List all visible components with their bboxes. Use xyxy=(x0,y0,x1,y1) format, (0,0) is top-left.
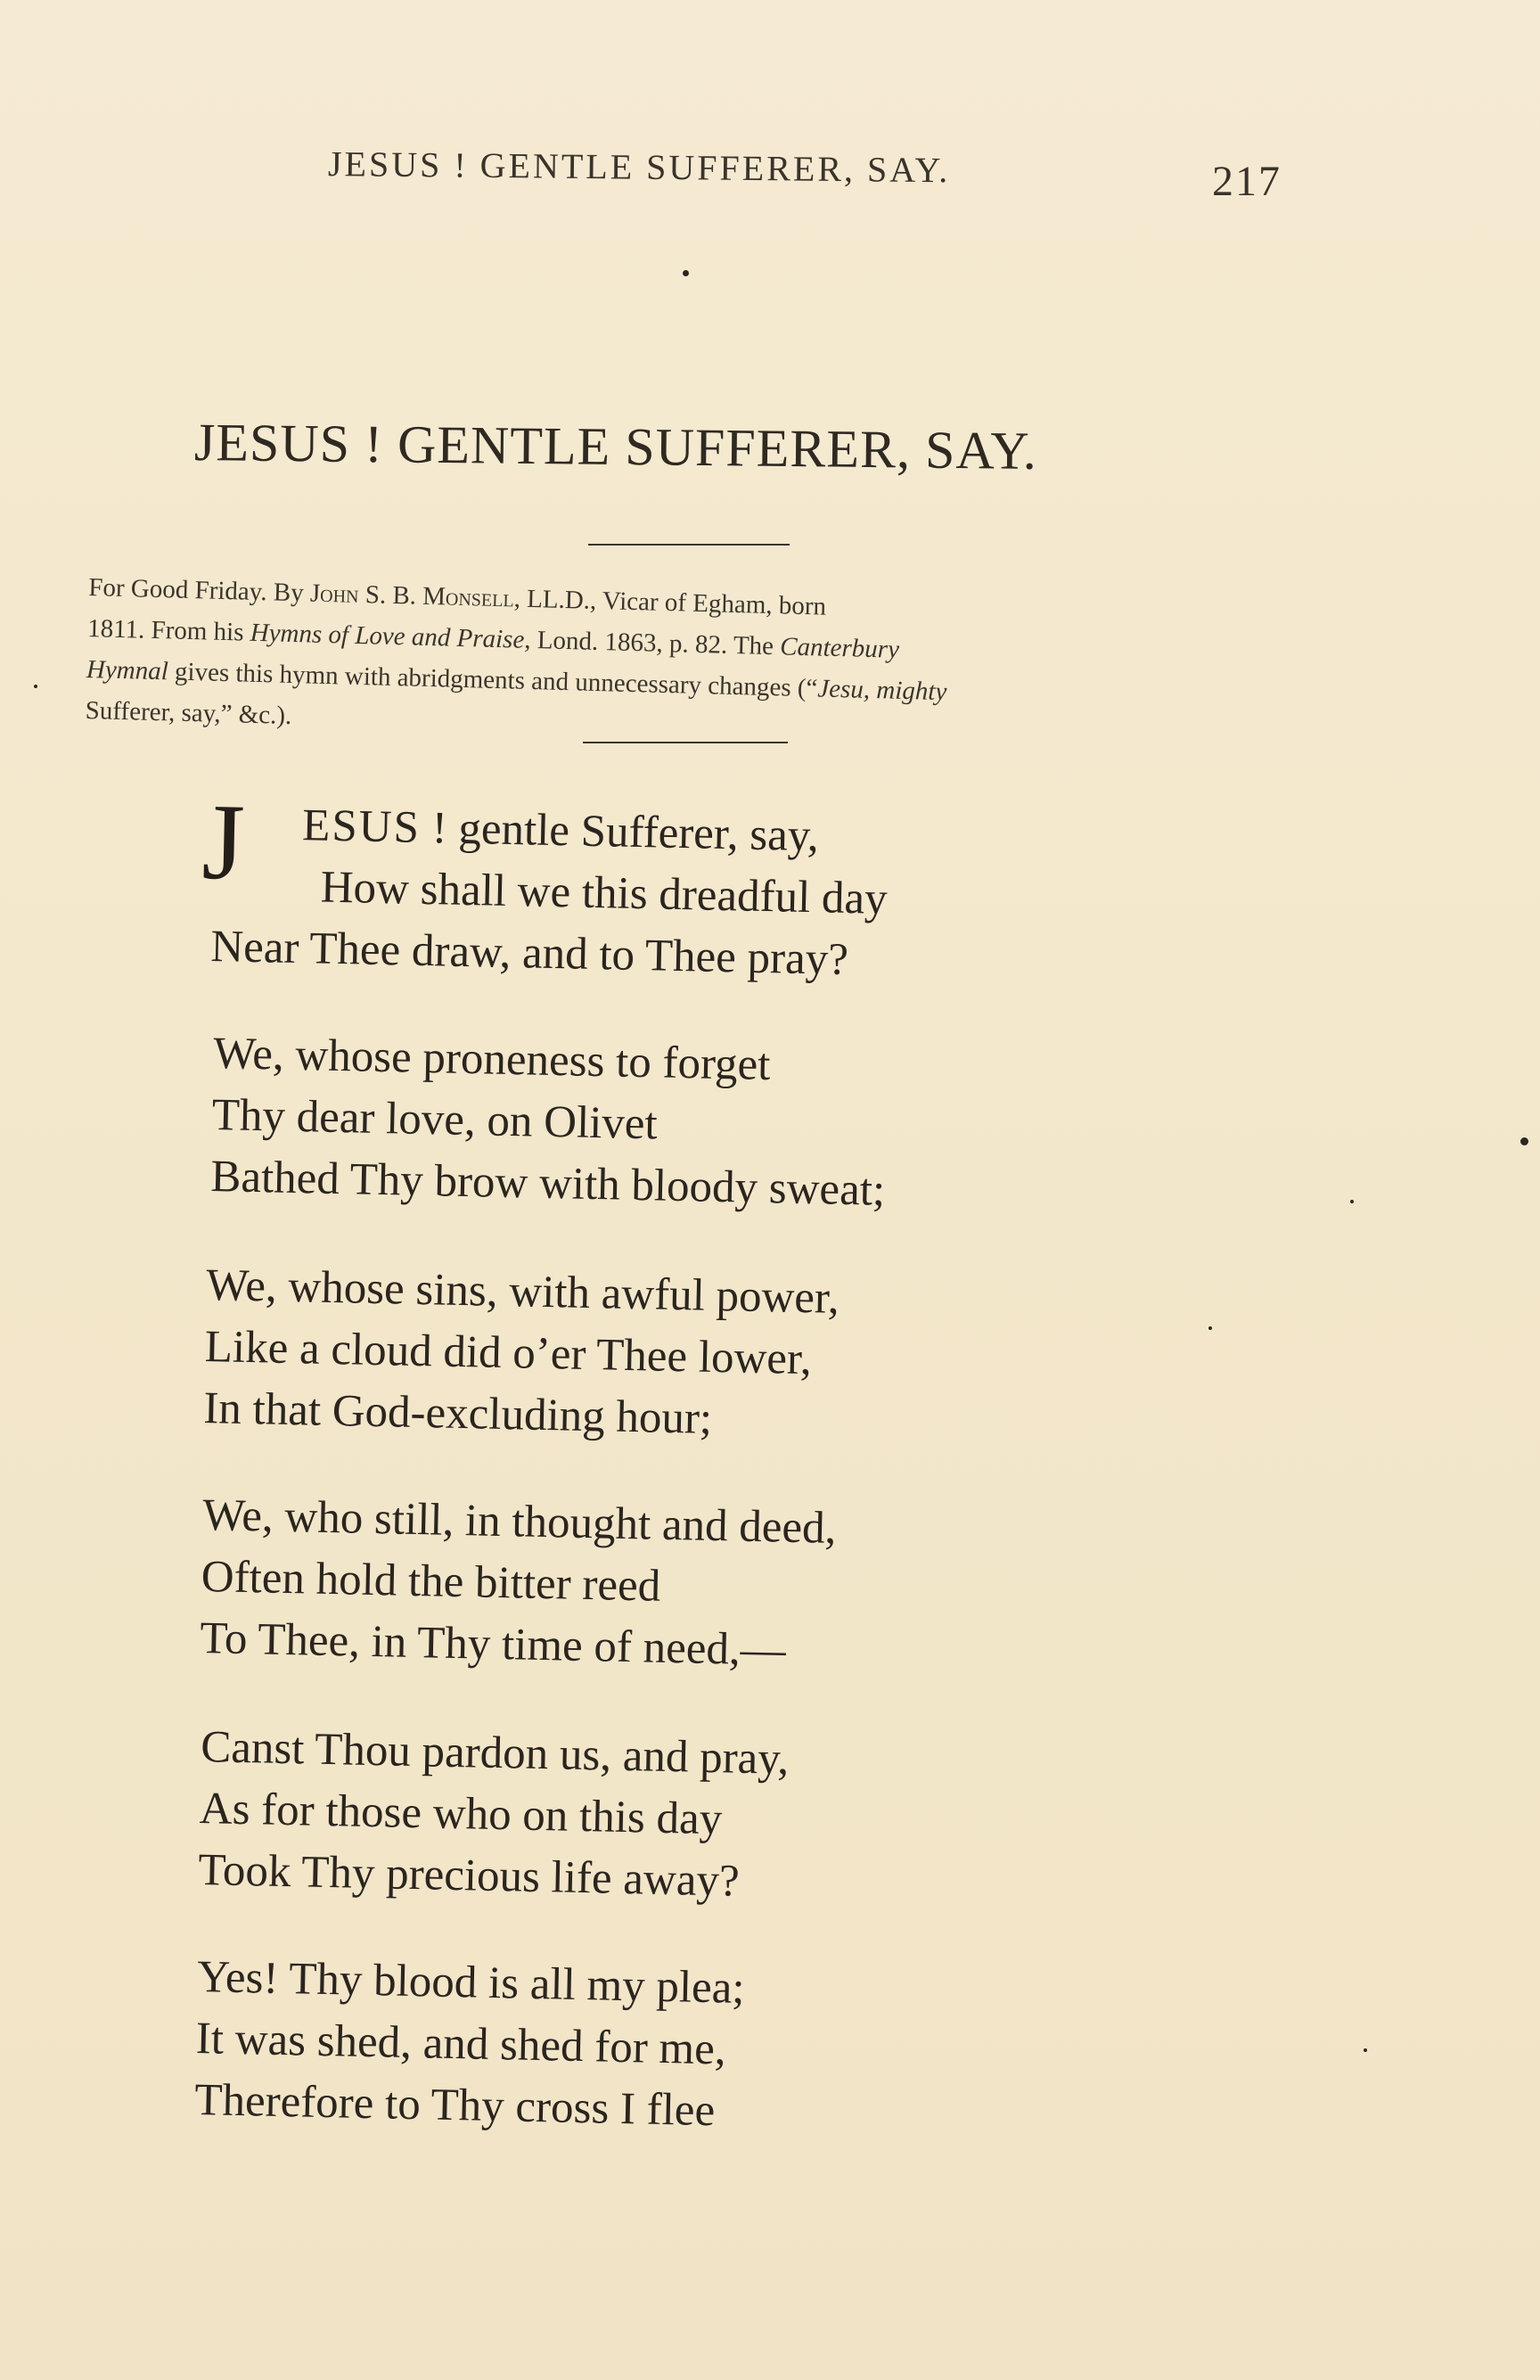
ink-speck xyxy=(34,685,37,688)
ink-speck xyxy=(1520,1137,1528,1145)
ink-speck xyxy=(1364,2048,1367,2052)
note-text: gives this hymn with abridgments and unnecessary changes (“ xyxy=(168,657,818,703)
poem-line: To Thee, in Thy time of need,— xyxy=(199,1613,787,1676)
stanza-1 xyxy=(201,781,1194,998)
poem-line: We, whose proneness to forget xyxy=(212,1028,771,1091)
note-italic: Jesu, mighty xyxy=(816,674,947,707)
stanza-4 xyxy=(200,1485,1184,1690)
stanza-2 xyxy=(210,1023,1194,1228)
poem-line: Bathed Thy brow with bloody sweat; xyxy=(209,1151,886,1216)
poem-line-text: ! gentle Sufferer, say, xyxy=(420,802,820,862)
note-book-title: Hymns of Love and Praise xyxy=(250,618,525,654)
ink-speck xyxy=(1350,1200,1354,1203)
poem-line: How shall we this dreadful day xyxy=(320,862,889,924)
poem-line: It was shed, and shed for me, xyxy=(195,2013,727,2075)
running-head: JESUS ! GENTLE SUFFERER, SAY. xyxy=(327,144,951,191)
poem-line: We, whose sins, with awful power, xyxy=(205,1260,840,1324)
stanza-3 xyxy=(203,1255,1187,1460)
poem-line: Like a cloud did o’er Thee lower, xyxy=(204,1321,813,1385)
note-text: For Good Friday. By xyxy=(87,572,311,608)
hymn-note xyxy=(85,567,1291,762)
ink-speck xyxy=(1208,1326,1212,1330)
poem-line: Often hold the bitter reed xyxy=(201,1551,661,1612)
note-text: 1811. From his xyxy=(86,613,251,647)
poem-line: Took Thy precious life away? xyxy=(197,1844,741,1907)
note-text: , LL.D., Vicar of Egham, born xyxy=(513,584,827,621)
note-line-4: Sufferer, say,” &c.). xyxy=(85,695,292,731)
bottom-rule xyxy=(583,742,788,743)
stanza-5 xyxy=(198,1717,1182,1922)
poem-line: Thy dear love, on Olivet xyxy=(211,1089,659,1150)
poem-line-caps: ESUS xyxy=(301,800,422,853)
poem-line: We, who still, in thought and deed, xyxy=(201,1490,837,1554)
poem-line: In that God-excluding hour; xyxy=(202,1383,713,1444)
stanza-6 xyxy=(194,1947,1178,2152)
top-rule xyxy=(588,544,790,546)
poem-line: As for those who on this day xyxy=(199,1783,723,1845)
poem-line: Yes! Thy blood is all my plea; xyxy=(196,1951,746,2014)
page-number: 217 xyxy=(1212,158,1282,205)
note-italic: Canterbury xyxy=(779,632,900,664)
drop-cap: J xyxy=(201,781,246,903)
poem-line: Near Thee draw, and to Thee pray? xyxy=(209,921,849,985)
poem-line: Canst Thou pardon us, and pray, xyxy=(200,1721,790,1785)
hymn-title: JESUS ! GENTLE SUFFERER, SAY. xyxy=(193,413,1038,480)
note-italic: Hymnal xyxy=(86,654,169,686)
note-author: John S. B. Monsell xyxy=(309,579,515,613)
note-text: , Lond. 1863, p. 82. The xyxy=(523,625,781,661)
ink-speck xyxy=(683,270,689,276)
poem-line: Therefore to Thy cross I flee xyxy=(193,2074,716,2137)
